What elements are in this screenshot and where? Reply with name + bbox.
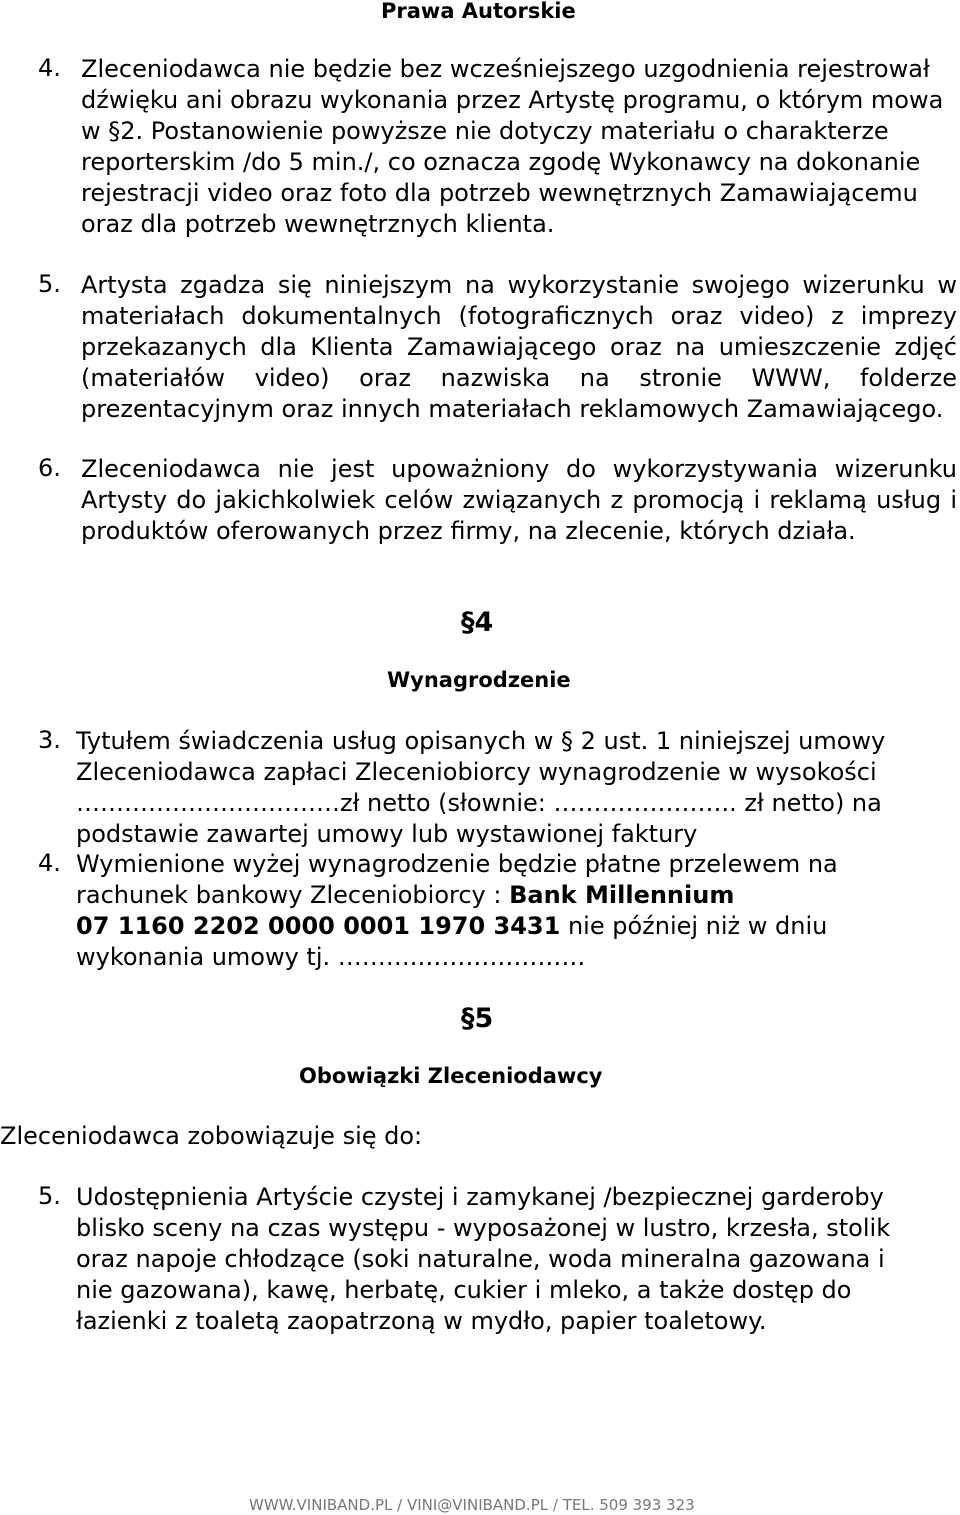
text-fragment: nie później niż w dniu bbox=[560, 912, 828, 940]
amount-blank: …………………………… bbox=[76, 789, 340, 817]
section-number-5: §5 bbox=[461, 1003, 494, 1034]
text-line: łazienki z toaletą zaopatrzoną w mydło, papier toaletowy. bbox=[76, 1307, 767, 1335]
text-fragment: zł netto (słownie: bbox=[340, 789, 554, 817]
text-line: nie gazowana), kawę, herbatę, cukier i mleko, a także dostęp do bbox=[76, 1276, 852, 1304]
text-line bbox=[76, 880, 956, 911]
paragraph-no-image-use: Zleceniodawca nie jest upoważniony do wykorzystywania wizerunku Artysty do jakichkolwiek celów związanych z promocją i reklamą usług i produktów oferowanych przez firmy, na zlecenie, których działa. bbox=[81, 455, 957, 545]
footer-contact: WWW.VINIBAND.PL / VINI@VINIBAND.PL / TEL. 509 393 323 bbox=[249, 1496, 695, 1514]
section-number-4: §4 bbox=[461, 607, 494, 638]
text-fragment: wykonania umowy tj. bbox=[76, 943, 338, 971]
text-fragment: . zł netto) na bbox=[729, 789, 882, 817]
section-title-obowiazki: Obowiązki Zleceniodawcy bbox=[299, 1064, 603, 1088]
paragraph-image-rights: Artysta zgadza się niniejszym na wykorzystanie swojego wizerunku w materiałach dokumentalnych (fotograficznych oraz video) z imprezy przekazanych dla Klienta Zamawiającego oraz na umieszczenie zdjęć (materiałów video) oraz nazwiska na stronie WWW, folderze prezentacyjnym oraz innych materiałach reklamowych Zamawiającego. bbox=[81, 271, 957, 423]
paragraph-dressing-room bbox=[76, 1182, 956, 1337]
text-fragment: rachunek bankowy Zleceniobiorcy : bbox=[76, 881, 510, 909]
section-title-wynagrodzenie: Wynagrodzenie bbox=[387, 668, 571, 692]
paragraph-recording: Zleceniodawca nie będzie bez wcześniejszego uzgodnienia rejestrował dźwięku ani obrazu wykonania przez Artystę programu, o którym mowa w §2. Postanowienie powyższe nie dotyczy materiału o charakterze reporterskim /do 5 min./, co oznacza zgodę Wykonawcy na dokonanie rejestracji video oraz foto dla potrzeb wewnętrznych Zamawiającemu oraz dla potrzeb wewnętrznych klienta. bbox=[81, 55, 944, 238]
account-number: 07 1160 2202 0000 0001 1970 3431 bbox=[76, 912, 561, 940]
text-line: Tytułem świadczenia usług opisanych w § 2 ust. 1 niniejszej umowy bbox=[76, 727, 886, 755]
text-line: Wymienione wyżej wynagrodzenie będzie płatne przelewem na bbox=[76, 850, 838, 878]
item-number: 5. bbox=[38, 270, 61, 298]
text-line: Zleceniodawca zapłaci Zleceniobiorcy wynagrodzenie w wysokości bbox=[76, 758, 877, 786]
intro-text: Zleceniodawca zobowiązuje się do: bbox=[0, 1122, 423, 1150]
paragraph-payment-amount bbox=[76, 726, 956, 850]
text-line bbox=[76, 788, 956, 819]
text-line: oraz napoje chłodzące (soki naturalne, woda mineralna gazowana i bbox=[76, 1245, 885, 1273]
text-line: Udostępnienia Artyście czystej i zamykanej /bezpiecznej garderoby bbox=[76, 1183, 884, 1211]
text-line: blisko sceny na czas występu - wyposażonej w lustro, krzesła, stolik bbox=[76, 1214, 891, 1242]
text-line bbox=[76, 911, 956, 942]
date-blank: ……….………………… bbox=[337, 943, 586, 971]
item-number: 4. bbox=[38, 849, 61, 877]
section-heading-copyright: Prawa Autorskie bbox=[381, 0, 576, 23]
item-number: 5. bbox=[38, 1182, 61, 1210]
text-line: podstawie zawartej umowy lub wystawionej faktury bbox=[76, 820, 698, 848]
bank-name: Bank Millennium bbox=[509, 881, 735, 909]
item-number: 6. bbox=[38, 454, 61, 482]
text-line bbox=[76, 942, 956, 973]
amount-words-blank: …………………. bbox=[553, 789, 730, 817]
item-number: 3. bbox=[38, 726, 61, 754]
paragraph-bank-transfer bbox=[76, 849, 956, 973]
item-number: 4. bbox=[38, 54, 61, 82]
